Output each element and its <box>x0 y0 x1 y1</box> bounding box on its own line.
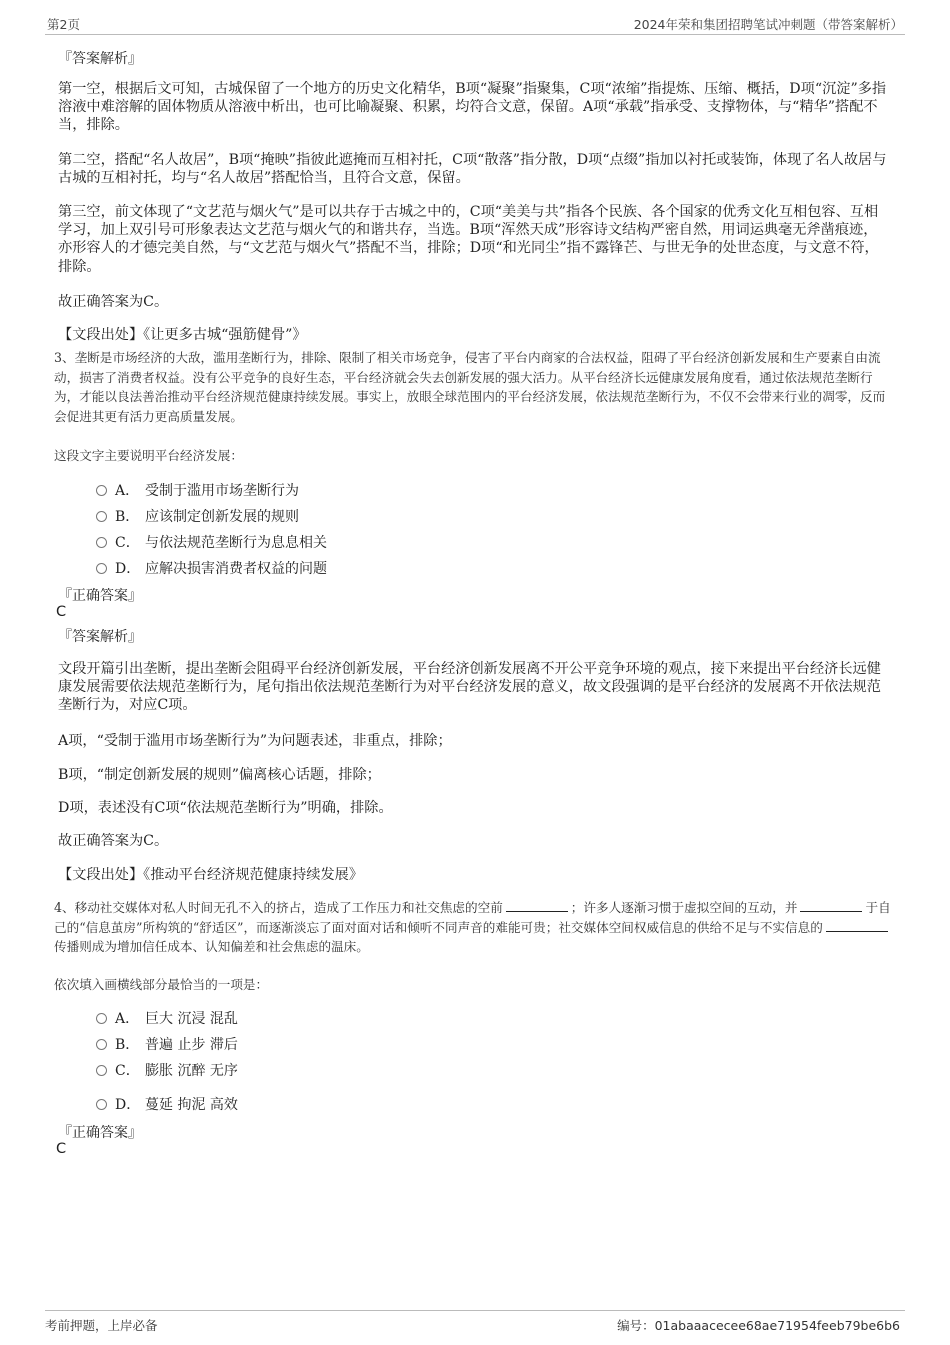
q3-prompt: 这段文字主要说明平台经济发展： <box>54 448 243 463</box>
radio-icon[interactable] <box>96 563 107 574</box>
q3-option-b[interactable]: B． 应该制定创新发展的规则 <box>96 506 299 526</box>
q4-answer: C <box>56 1141 67 1157</box>
page-number: 第2页 <box>47 17 80 32</box>
q4-prompt: 依次填入画横线部分最恰当的一项是： <box>54 977 269 992</box>
radio-icon[interactable] <box>96 537 107 548</box>
footer-slogan: 考前押题，上岸必备 <box>45 1318 158 1333</box>
radio-icon[interactable] <box>96 1099 107 1110</box>
q3-analysis-p3: B项，“制定创新发展的规则”偏离核心话题，排除； <box>58 767 381 783</box>
q3-analysis-p4: D项，表述没有C项“依法规范垄断行为”明确，排除。 <box>58 800 393 816</box>
fill-blank-1 <box>506 899 568 912</box>
radio-icon[interactable] <box>96 1065 107 1076</box>
q4-option-c[interactable]: C． 膨胀 沉醉 无序 <box>96 1060 238 1080</box>
q3-analysis-p2: A项，“受制于滥用市场垄断行为”为问题表述，非重点，排除； <box>58 733 452 749</box>
q3-option-d[interactable]: D． 应解决损害消费者权益的问题 <box>96 558 327 578</box>
q3-text: 3、垄断是市场经济的大敌，滥用垄断行为，排除、限制了相关市场竞争，侵害了平台内商家的合法权益，阻碍了平台经济创新发展和生产要素自由流动，损害了消费者权益。没有公平竞争的良好生态，平台经济就会失去创新发展的强大活力。从平台经济长远健康发展角度看，通过依法规范垄断行为，才能以良法善治推动平台经济规范健康持续发展。事实上，放眼全球范围内的平台经济发展，依法规范垄断行为，不仅不会带来行业的凋零，反而会促进其更有活力更高质量发展。 <box>54 350 886 424</box>
radio-icon[interactable] <box>96 511 107 522</box>
q4-answer-label: 『正确答案』 <box>58 1125 142 1141</box>
radio-icon[interactable] <box>96 485 107 496</box>
q4-text: 4、移动社交媒体对私人时间无孔不入的挤占，造成了工作压力和社交焦虑的空前 ；许多人逐渐习惯于虚拟空间的互动，并 于自己的“信息茧房”所构筑的“舒适区”，而逐渐淡忘了面对面对话和倾听不同声音的难能可贵；社交媒体空间权威信息的供给不足与不实信息的传播则成为增加信任成本、认知偏差和社会焦虑的温床。 <box>54 900 891 954</box>
q3-analysis-p1: 文段开篇引出垄断，提出垄断会阻碍平台经济创新发展，平台经济创新发展离不开公平竞争环境的观点，接下来提出平台经济长远健康发展需要依法规范垄断行为，尾句指出依法规范垄断行为对平台经济发展的意义，故文段强调的是平台经济的发展离不开依法规范垄断行为，对应C项。 <box>58 661 881 714</box>
q3-analysis-label: 『答案解析』 <box>58 629 142 645</box>
q2-analysis-p1: 第一空，根据后文可知，古城保留了一个地方的历史文化精华，B项“凝聚”指聚集，C项“浓缩”指提炼、压缩、概括，D项“沉淀”多指溶液中难溶解的固体物质从溶液中析出，也可比喻凝聚、积累，均符合文意，保留。A项“承载”指承受、支撑物体，与“精华”搭配不当，排除。 <box>58 81 887 134</box>
q3-answer-label: 『正确答案』 <box>58 588 142 604</box>
q4-option-b[interactable]: B． 普遍 止步 滞后 <box>96 1034 238 1054</box>
q2-analysis-p2: 第二空，搭配“名人故居”，B项“掩映”指彼此遮掩而互相衬托，C项“散落”指分散，D项“点缀”指加以衬托或装饰，体现了名人故居与古城的互相衬托，均与“名人故居”搭配恰当，且符合文意，保留。 <box>58 152 887 187</box>
q3-conclusion: 故正确答案为C。 <box>58 833 169 849</box>
q3-source: 【文段出处】《推动平台经济规范健康持续发展》 <box>58 867 364 883</box>
document-id: 编号：01abaaacecee68ae71954feeb79be6b6 <box>617 1318 900 1333</box>
q2-analysis-label: 『答案解析』 <box>58 51 142 67</box>
page-header <box>45 12 905 35</box>
fill-blank-2 <box>800 899 862 912</box>
fill-blank-3 <box>826 919 888 932</box>
page-footer <box>45 1310 905 1337</box>
q2-conclusion: 故正确答案为C。 <box>58 294 169 310</box>
radio-icon[interactable] <box>96 1039 107 1050</box>
q3-option-a[interactable]: A． 受制于滥用市场垄断行为 <box>96 480 299 500</box>
q4-option-a[interactable]: A． 巨大 沉浸 混乱 <box>96 1008 238 1028</box>
q2-analysis-p3: 第三空，前文体现了“文艺范与烟火气”是可以共存于古城之中的，C项“美美与共”指各个民族、各个国家的优秀文化互相包容、互相学习，加上双引号可形象表达文艺范与烟火气的和谐共存，当选。B项“浑然天成”形容诗文结构严密自然，用词运典毫无斧凿痕迹，亦形容人的才德完美自然，与“文艺范与烟火气”搭配不当，排除；D项“和光同尘”指不露锋芒、与世无争的处世态度，与文意不符，排除。 <box>58 204 879 275</box>
radio-icon[interactable] <box>96 1013 107 1024</box>
q3-answer: C <box>56 604 67 620</box>
q3-option-c[interactable]: C． 与依法规范垄断行为息息相关 <box>96 532 327 552</box>
q4-option-d[interactable]: D． 蔓延 拘泥 高效 <box>96 1094 238 1114</box>
document-title: 2024年荣和集团招聘笔试冲刺题（带答案解析） <box>633 17 903 32</box>
q2-source: 【文段出处】《让更多古城“强筋健骨”》 <box>58 327 307 343</box>
